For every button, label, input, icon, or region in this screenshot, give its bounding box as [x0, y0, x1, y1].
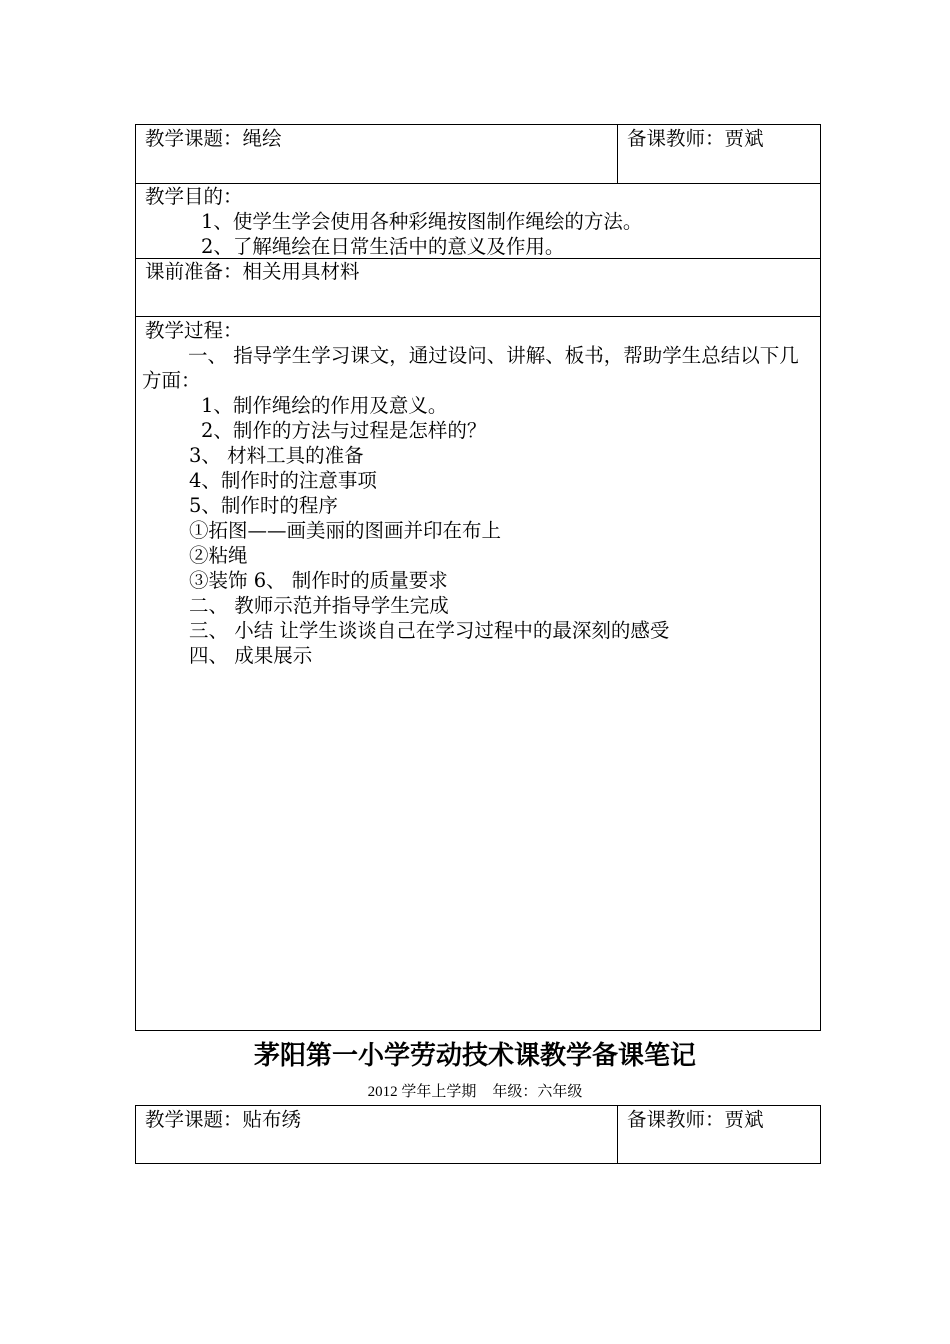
process-item: 四、 成果展示 — [189, 644, 313, 667]
process-item: 2、制作的方法与过程是怎样的？ — [201, 419, 487, 442]
table-divider — [617, 1106, 618, 1163]
table-divider — [136, 316, 820, 317]
lesson-table-2 — [135, 1105, 821, 1164]
lesson-topic: 教学课题：绳绘 — [145, 127, 282, 150]
process-item: 3、 材料工具的准备 — [189, 444, 364, 467]
lesson-table-1 — [135, 124, 821, 1031]
table-divider — [617, 125, 618, 183]
process-item: 5、制作时的程序 — [189, 494, 338, 517]
process-item: ③装饰 6、 制作时的质量要求 — [189, 569, 448, 592]
process-item: ①拓图——画美丽的图画并印在布上 — [189, 519, 502, 542]
process-item: ②粘绳 — [189, 544, 248, 567]
process-intro: 一、 指导学生学习课文，通过设问、讲解、板书，帮助学生总结以下几方面： — [142, 344, 799, 392]
term-line — [0, 1081, 950, 1103]
preparation: 课前准备：相关用具材料 — [145, 260, 360, 283]
teacher-name: 备课教师：贾斌 — [627, 1108, 764, 1131]
objectives-heading: 教学目的： — [145, 185, 243, 208]
process-heading: 教学过程： — [145, 319, 243, 342]
process-item: 1、制作绳绘的作用及意义。 — [201, 394, 448, 417]
lesson-topic: 教学课题：贴布绣 — [145, 1108, 302, 1131]
objective-item: 1、使学生学会使用各种彩绳按图制作绳绘的方法。 — [201, 210, 643, 233]
grade-label: 年级：六年级 — [492, 1084, 583, 1100]
process-item: 二、 教师示范并指导学生完成 — [189, 594, 449, 617]
teacher-name: 备课教师：贾斌 — [627, 127, 764, 150]
process-item: 三、 小结 让学生谈谈自己在学习过程中的最深刻的感受 — [189, 619, 670, 642]
page-title: 茅阳第一小学劳动技术课教学备课笔记 — [253, 1041, 696, 1071]
process-item: 4、制作时的注意事项 — [189, 469, 377, 492]
term-label: 2012 学年上学期 — [367, 1084, 477, 1100]
objective-item: 2、了解绳绘在日常生活中的意义及作用。 — [201, 235, 565, 258]
